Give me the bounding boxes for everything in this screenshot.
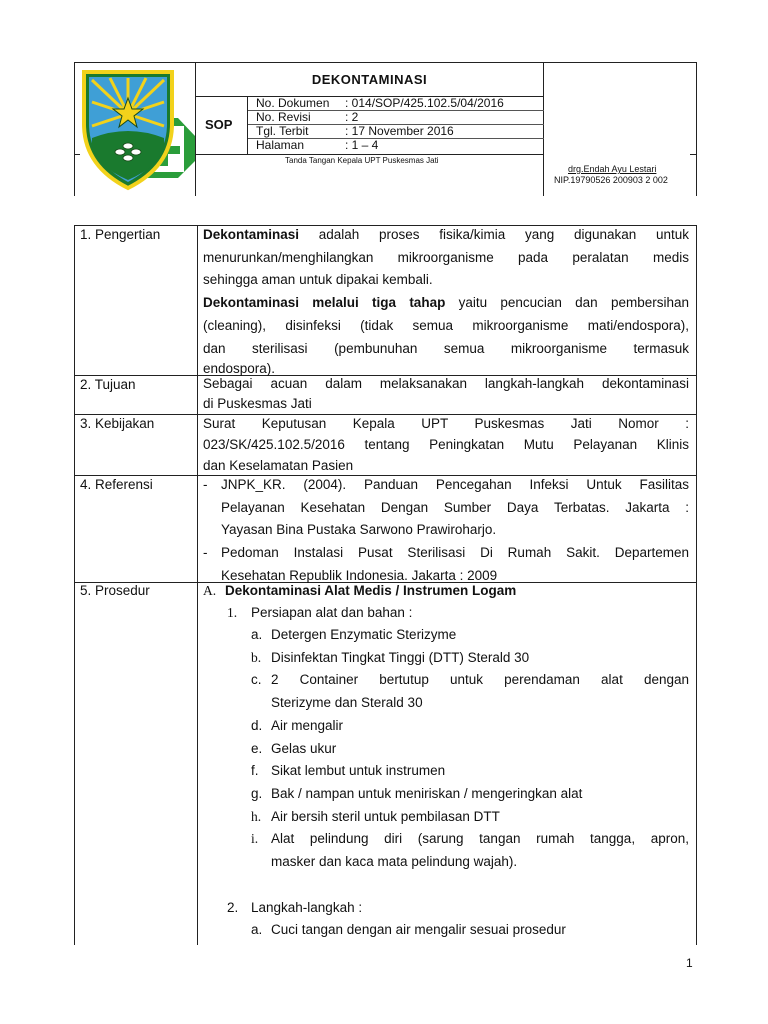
- item-marker: b.: [251, 649, 262, 665]
- sub2-heading: [203, 897, 689, 919]
- prosedur-content: [203, 580, 689, 941]
- item-text: Alat pelindung diri (sarung tangan rumah tangga, apron,: [271, 831, 689, 847]
- header-mark-right: [690, 154, 696, 155]
- item-text: Bak / nampan untuk meniriskan / mengeringkan alat: [271, 785, 583, 801]
- item-text: Detergen Enzymatic Sterizyme: [271, 627, 457, 642]
- sub1-marker: 1.: [227, 605, 238, 620]
- item-marker: a.: [251, 627, 263, 642]
- sub2-marker: 2.: [227, 899, 239, 915]
- referensi-content: [203, 474, 689, 588]
- list-item: [251, 669, 689, 714]
- tujuan-line-1: Sebagai acuan dalam melaksanakan langkah-langkah dekontaminasi: [203, 376, 689, 391]
- section-a-heading: [203, 580, 689, 602]
- list-item: [251, 828, 689, 873]
- item-text: Disinfektan Tingkat Tinggi (DTT) Sterald 30: [271, 649, 530, 665]
- referensi-2-line-2: Kesehatan Republik Indonesia. Jakarta : 2009: [221, 567, 498, 583]
- label-pengertian: 1. Pengertian: [80, 227, 161, 242]
- puskesmas-logo: [80, 66, 200, 194]
- item-marker: f.: [251, 763, 259, 779]
- page-number: 1: [686, 956, 693, 970]
- kebijakan-content: [203, 413, 689, 476]
- kebijakan-line-1: Surat Keputusan Kepala UPT Puskesmas Jati Nomor :: [203, 416, 689, 431]
- table-border-left: [74, 225, 75, 945]
- sub2-title: Langkah-langkah :: [251, 899, 363, 915]
- item-text: Sikat lembut untuk instrumen: [271, 763, 446, 779]
- section-a-marker: A.: [203, 583, 217, 598]
- header-fields-bottom: [195, 154, 544, 155]
- list-item: [251, 806, 689, 829]
- referensi-item-1: [203, 474, 689, 542]
- header-border-left: [74, 62, 75, 196]
- list-item: [251, 783, 689, 806]
- field-value-halaman: : 1 – 4: [345, 138, 379, 152]
- referensi-bullet-2: -: [203, 545, 208, 561]
- materials-list: [203, 624, 689, 874]
- pengertian-content: [203, 224, 689, 377]
- list-item: [251, 715, 689, 738]
- list-item: [251, 624, 689, 647]
- item-text: Air mengalir: [271, 717, 344, 733]
- pengertian-line-4: [203, 292, 689, 315]
- list-item: [251, 647, 689, 670]
- referensi-bullet-1: -: [203, 477, 208, 492]
- pengertian-line-1: [203, 224, 689, 247]
- section-a-title: Dekontaminasi Alat Medis / Instrumen Logam: [225, 583, 517, 598]
- referensi-1-line-1: JNPK_KR. (2004). Panduan Pencegahan Infeksi Untuk Fasilitas: [221, 477, 689, 492]
- kebijakan-line-3: dan Keselamatan Pasien: [203, 458, 354, 473]
- document-title: DEKONTAMINASI: [311, 72, 428, 87]
- item-text: 2 Container bertutup untuk perendaman alat dengan: [271, 672, 689, 688]
- header-sop-divider: [247, 96, 248, 154]
- item-text-cont: Sterizyme dan Sterald 30: [271, 695, 423, 711]
- item-text: Air bersih steril untuk pembilasan DTT: [271, 808, 500, 824]
- table-column-divider: [197, 225, 198, 945]
- field-value-revisi: : 2: [345, 110, 359, 124]
- field-label-revisi: No. Revisi: [256, 110, 311, 124]
- field-label-dokumen: No. Dokumen: [256, 96, 330, 110]
- signer-name: drg.Endah Ayu Lestari: [568, 164, 657, 174]
- header-border-right: [696, 62, 697, 196]
- referensi-2-line-1: Pedoman Instalasi Pusat Sterilisasi Di Rumah Sakit. Departemen: [221, 545, 689, 561]
- field-label-terbit: Tgl. Terbit: [256, 124, 309, 138]
- field-value-terbit: : 17 November 2016: [345, 124, 454, 138]
- list-item: [251, 738, 689, 761]
- tujuan-line-2: di Puskesmas Jati: [203, 396, 312, 411]
- referensi-1-line-2: Pelayanan Kesehatan Dengan Sumber Daya Terbatas. Jakarta :: [221, 499, 689, 515]
- label-kebijakan: 3. Kebijakan: [80, 416, 155, 431]
- kebijakan-line-2: 023/SK/425.102.5/2016 tentang Peningkatan Mutu Pelayanan Klinis: [203, 437, 689, 452]
- item-text: Gelas ukur: [271, 740, 337, 756]
- list-item: [251, 760, 689, 783]
- item-marker: h.: [251, 808, 262, 824]
- pengertian-line-7: endospora).: [203, 361, 276, 377]
- pengertian-line-5: (cleaning), disinfeksi (tidak semua mikroorganisme mati/endospora),: [203, 317, 689, 333]
- label-referensi: 4. Referensi: [80, 477, 153, 492]
- item-marker: e.: [251, 740, 263, 756]
- pengertian-text-1: adalah proses fisika/kimia yang digunakan untuk: [318, 227, 689, 242]
- item-text: Cuci tangan dengan air mengalir sesuai prosedur: [271, 921, 566, 937]
- label-tujuan: 2. Tujuan: [80, 377, 136, 392]
- item-text-cont: masker dan kaca mata pelindung wajah).: [271, 854, 518, 870]
- pengertian-line-2: menurunkan/menghilangkan mikroorganisme pada peralatan medis: [203, 249, 689, 265]
- field-label-halaman: Halaman: [256, 138, 305, 152]
- item-marker: g.: [251, 785, 263, 801]
- term-dekontaminasi: Dekontaminasi: [203, 227, 300, 242]
- table-border-right: [696, 225, 697, 945]
- signer-nip: NIP.19790526 200903 2 002: [554, 175, 668, 185]
- sop-label: SOP: [205, 117, 233, 132]
- label-prosedur: 5. Prosedur: [80, 583, 150, 598]
- pengertian-line-3: sehingga aman untuk dipakai kembali.: [203, 272, 433, 288]
- sub1-title: Persiapan alat dan bahan :: [251, 605, 413, 620]
- item-marker: c.: [251, 672, 262, 688]
- item-marker: i.: [251, 831, 259, 847]
- referensi-1-line-3: Yayasan Bina Pustaka Sarwono Prawiroharjo.: [221, 522, 497, 538]
- header-border-top: [74, 62, 696, 63]
- field-value-dokumen: : 014/SOP/425.102.5/04/2016: [345, 96, 504, 110]
- item-marker: d.: [251, 717, 263, 733]
- term-tiga-tahap: Dekontaminasi melalui tiga tahap: [203, 295, 446, 311]
- steps-list: [203, 919, 689, 941]
- pengertian-text-4: yaitu pencucian dan pembersihan: [458, 295, 689, 311]
- pengertian-line-6: dan sterilisasi (pembunuhan semua mikroorganisme termasuk: [203, 340, 689, 356]
- signature-caption: Tanda Tangan Kepala UPT Puskesmas Jati: [285, 156, 439, 165]
- item-marker: a.: [251, 921, 263, 937]
- sub1-heading: [203, 602, 689, 624]
- list-item: [251, 919, 689, 941]
- tujuan-content: [203, 374, 689, 414]
